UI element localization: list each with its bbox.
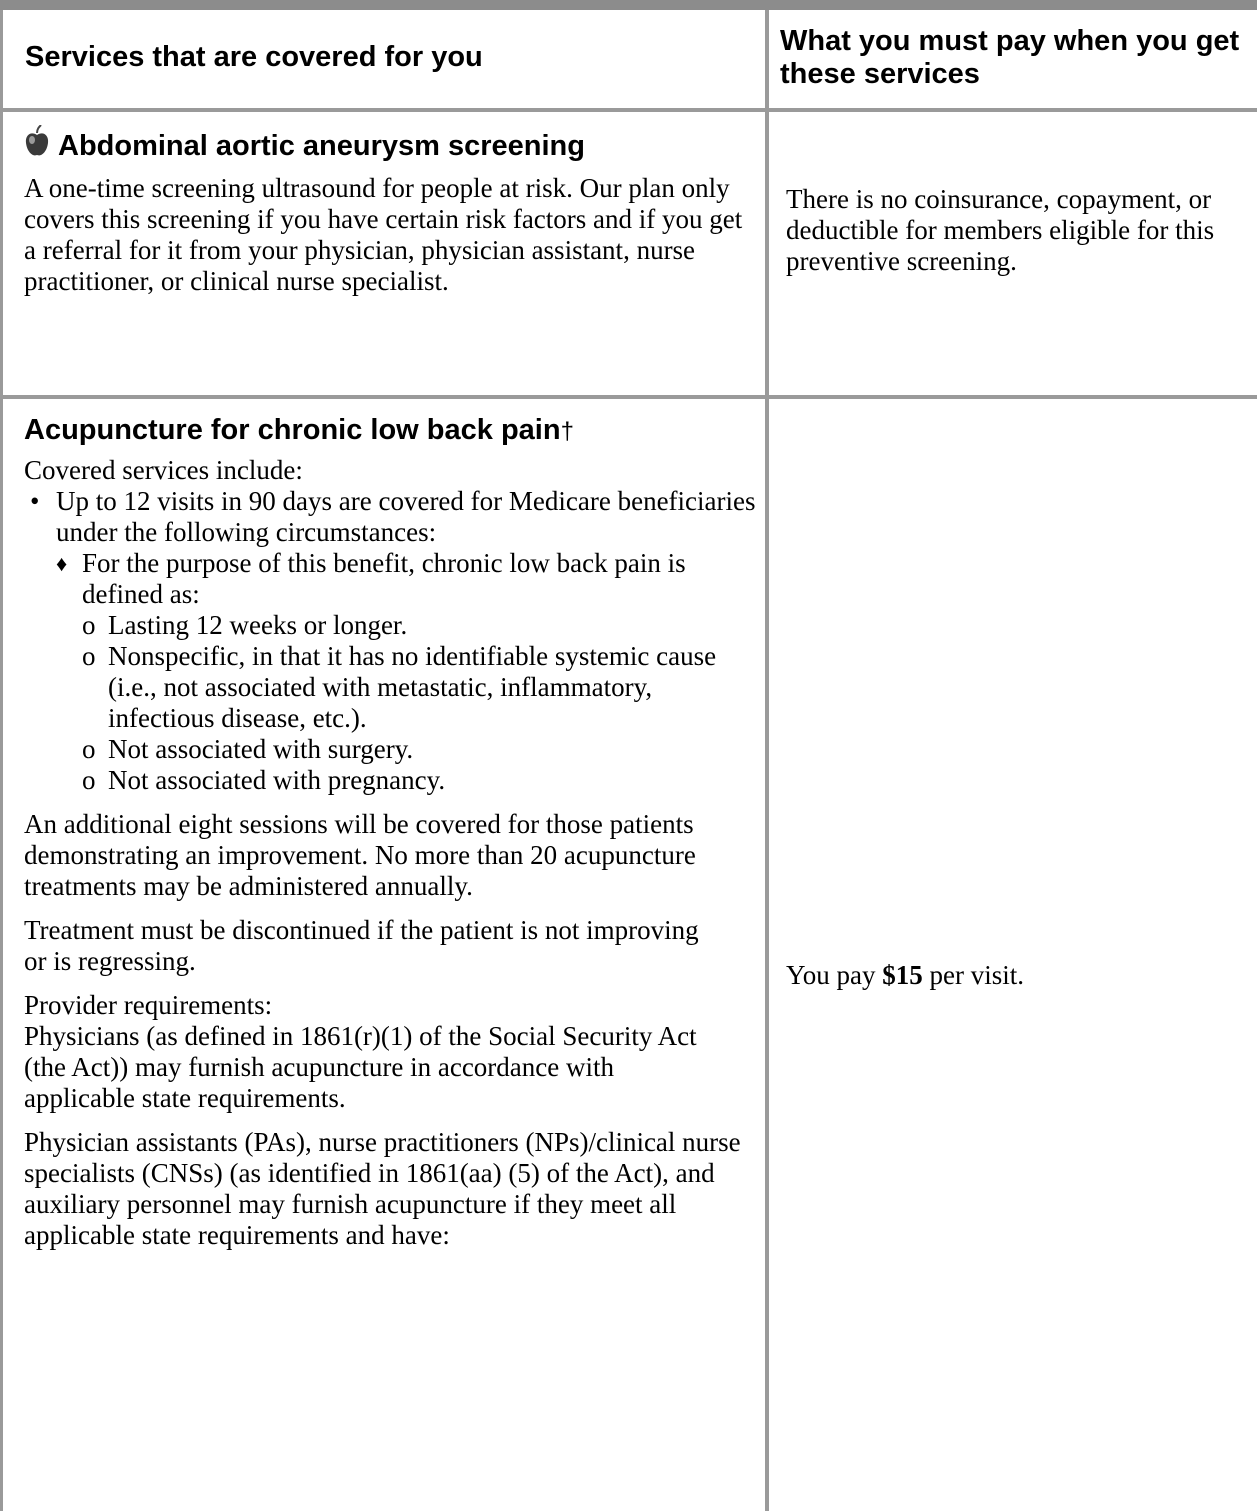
table-header-row bbox=[3, 10, 1257, 108]
dagger-mark: † bbox=[560, 418, 574, 445]
paragraph-discontinue: Treatment must be discontinued if the patient is not improving or is regressing. bbox=[24, 915, 699, 976]
sub-bullet-list bbox=[56, 548, 759, 796]
bullet-list bbox=[24, 486, 759, 796]
list-item: o Nonspecific, in that it has no identifiable systemic cause (i.e., not associated with metastatic, inflammatory, infectious disease, etc.). bbox=[82, 641, 717, 733]
row-divider bbox=[3, 395, 1257, 399]
list-item: ♦ For the purpose of this benefit, chronic low back pain is defined as: o Lasting 12 weeks or longer. o Nonspecific, in that it has no identifiable systemic cause (i.e., not associated with metastatic, inflammatory, infectious disease, etc.). o Not associated with surgery. o Not associated with pregnancy. bbox=[56, 548, 759, 796]
header-divider bbox=[3, 108, 1257, 112]
row-title-text: Abdominal aortic aneurysm screening bbox=[58, 130, 585, 162]
apple-icon bbox=[24, 125, 50, 165]
table-top-rule bbox=[0, 0, 1257, 10]
row-acupuncture-cost: You pay $15 per visit. bbox=[786, 960, 1025, 990]
covered-intro: Covered services include: bbox=[24, 455, 303, 485]
row-acupuncture-service bbox=[24, 413, 759, 1251]
row-title-text: Acupuncture for chronic low back pain bbox=[24, 414, 561, 446]
list-item: o Not associated with pregnancy. bbox=[82, 765, 446, 795]
list-item: o Not associated with surgery. bbox=[82, 734, 414, 764]
header-cost: What you must pay when you get these services bbox=[780, 25, 1240, 90]
row-description: A one-time screening ultrasound for people at risk. Our plan only covers this screening if you have certain risk factors and if you get a referral for it from your physician, physician assistant, nurse practitioner, or clinical nurse specialist. bbox=[24, 173, 743, 296]
list-item: o Lasting 12 weeks or longer. bbox=[82, 610, 408, 640]
header-services: Services that are covered for you bbox=[25, 41, 483, 73]
column-divider bbox=[765, 10, 769, 1511]
cost-amount: $15 bbox=[882, 960, 923, 990]
provider-requirements-label: Provider requirements: bbox=[24, 990, 273, 1020]
row-title bbox=[24, 413, 759, 449]
paragraph-additional-sessions: An additional eight sessions will be covered for those patients demonstrating an improvement. No more than 20 acupuncture treatments may be administered annually. bbox=[24, 809, 696, 901]
paragraph-pa-np: Physician assistants (PAs), nurse practitioners (NPs)/clinical nurse specialists (CNSs) (as identified in 1861(aa) (5) of the Act), and auxiliary personnel may furnish acupuncture if they meet all applicable state requirements and have: bbox=[24, 1127, 741, 1250]
row-aaa-screening-cost: There is no coinsurance, copayment, or deductible for members eligible for this preventive screening. bbox=[786, 184, 1215, 276]
paragraph-physicians: Physicians (as defined in 1861(r)(1) of the Social Security Act (the Act)) may furnish acupuncture in accordance with applicable state requirements. bbox=[24, 1021, 697, 1113]
row-aaa-screening-service bbox=[24, 125, 754, 297]
list-item: • Up to 12 visits in 90 days are covered for Medicare beneficiaries under the following circumstances: ♦ For the purpose of this benefit, chronic low back pain is defined as: o Lasting 12 weeks or longer. o Nonspecific, in that it has no identifiable systemic cause (i.e., not associated with metastatic, inflammatory, infectious disease, etc.). o Not associated with surgery. o Not associated with pregnancy. bbox=[24, 486, 759, 796]
benefits-table bbox=[0, 10, 1257, 1511]
row-title bbox=[24, 125, 754, 165]
sub-sub-bullet-list bbox=[82, 610, 759, 796]
bullet-text: Up to 12 visits in 90 days are covered for Medicare beneficiaries under the following circumstances: bbox=[56, 486, 756, 547]
sub-bullet-text: For the purpose of this benefit, chronic low back pain is defined as: bbox=[82, 548, 686, 609]
